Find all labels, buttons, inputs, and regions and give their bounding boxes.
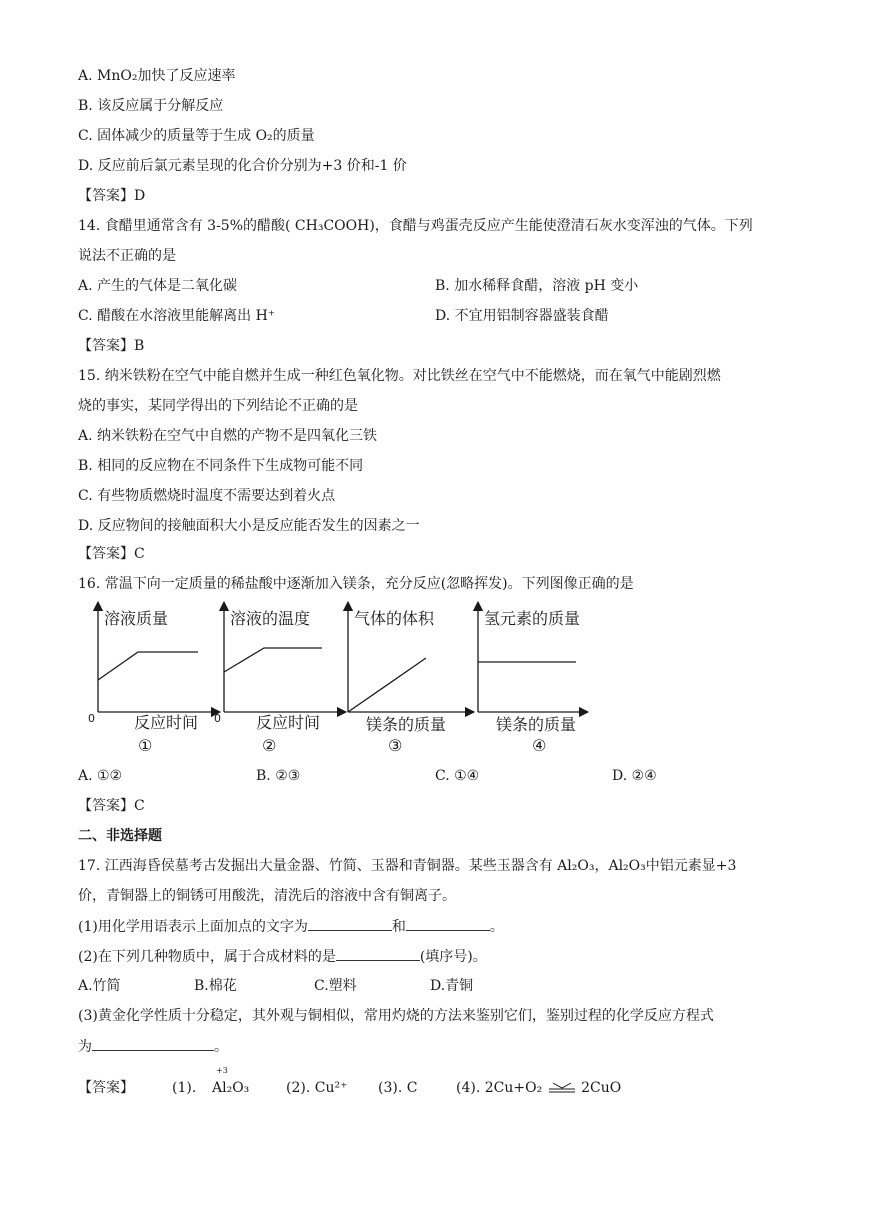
q17-part2-text: (2)在下列几种物质中，属于合成材料的是 — [78, 949, 336, 965]
q17-part1-end: 。 — [489, 919, 504, 935]
section-heading: 二、非选择题 — [78, 828, 162, 844]
q17-part3-text: 为 — [78, 1039, 92, 1055]
q17-part1-blank2[interactable] — [406, 916, 490, 931]
q13-option-b: B. 该反应属于分解反应 — [78, 98, 224, 114]
q17-part2 — [78, 946, 487, 967]
q13-option-d: D. 反应前后氯元素呈现的化合价分别为+3 价和-1 价 — [78, 158, 407, 174]
graph-2-origin: 0 — [214, 712, 221, 725]
graph-1-curve — [98, 652, 198, 680]
graph-1-origin: 0 — [88, 712, 95, 725]
q17-part3-end: 。 — [214, 1039, 228, 1055]
q17-part1-text: (1)用化学用语表示上面加点的文字为 — [78, 919, 308, 935]
q14-option-c: C. 醋酸在水溶液里能解离出 H⁺ — [78, 308, 276, 324]
q14-stem-line2: 说法不正确的是 — [78, 248, 176, 264]
q17-answer-1: (1). — [172, 1080, 197, 1096]
q17-stem-line2: 价，青铜器上的铜锈可用酸洗，清洗后的溶液中含有铜离子。 — [78, 888, 456, 904]
q17-part1-blank1[interactable] — [308, 916, 392, 931]
q14-answer: 【答案】B — [78, 338, 145, 354]
q13-answer: 【答案】D — [78, 188, 146, 204]
graph-2-number: ② — [262, 736, 277, 755]
q17-answer-3: (3). C — [378, 1080, 418, 1096]
q17-part1-and: 和 — [391, 919, 406, 935]
q17-choice-b: B.棉花 — [194, 978, 237, 994]
graph-2-curve — [224, 648, 322, 672]
q17-choice-a: A.竹简 — [78, 978, 121, 994]
graph-3-curve — [348, 658, 426, 712]
q17-part3-line1: (3)黄金化学性质十分稳定，其外观与铜相似，常用灼烧的方法来鉴别它们，鉴别过程的化学反应方程式 — [78, 1008, 714, 1024]
q16-option-c: C. ①④ — [435, 768, 480, 784]
q16-option-a: A. ①② — [78, 768, 123, 784]
q15-answer: 【答案】C — [78, 546, 145, 562]
q13-option-c: C. 固体减少的质量等于生成 O₂的质量 — [78, 128, 315, 144]
q17-answer-2: (2). Cu²⁺ — [286, 1080, 348, 1096]
q17-part1 — [78, 916, 504, 937]
graph-3 — [336, 600, 486, 770]
q13-option-a: A. MnO₂加快了反应速率 — [78, 68, 236, 84]
graph-4-number: ④ — [532, 736, 547, 755]
q17-part2-blank[interactable] — [336, 946, 420, 961]
q15-stem-line1: 15. 纳米铁粉在空气中能自燃并生成一种红色氧化物。对比铁丝在空气中不能燃烧，而在氧气中能剧烈燃 — [78, 368, 721, 384]
q15-option-d: D. 反应物间的接触面积大小是反应能否发生的因素之一 — [78, 518, 420, 534]
q14-option-a: A. 产生的气体是二氧化碳 — [78, 278, 238, 294]
q17-answer-4-reactants: (4). 2Cu+O₂ — [456, 1080, 543, 1096]
graph-1-number: ① — [138, 736, 153, 755]
q17-answer-1-formula: Al₂O₃ — [212, 1080, 250, 1096]
q14-option-d: D. 不宜用铝制容器盛装食醋 — [435, 308, 609, 324]
heating-condition-icon — [547, 1081, 577, 1095]
q14-stem-line1: 14. 食醋里通常含有 3-5%的醋酸( CH₃COOH)，食醋与鸡蛋壳反应产生能使澄清石灰水变浑浊的气体。下列 — [78, 218, 753, 234]
q16-option-d: D. ②④ — [612, 768, 657, 784]
graph-4 — [468, 600, 598, 770]
graph-2-xlabel: 反应时间 — [256, 713, 321, 732]
q16-answer: 【答案】C — [78, 798, 145, 814]
q14-option-b: B. 加水稀释食醋，溶液 pH 变小 — [435, 278, 639, 294]
graph-3-xlabel: 镁条的质量 — [366, 715, 447, 734]
q17-stem-line1: 17. 江西海昏侯墓考古发掘出大量金器、竹简、玉器和青铜器。某些玉器含有 Al₂O₃，Al₂O₃中铝元素显+3 — [78, 858, 737, 874]
q17-part2-end: (填序号)。 — [419, 949, 487, 965]
q15-option-b: B. 相同的反应物在不同条件下生成物可能不同 — [78, 458, 364, 474]
graph-1-xlabel: 反应时间 — [134, 713, 199, 732]
q16-option-b: B. ②③ — [256, 768, 301, 784]
graph-4-xlabel: 镁条的质量 — [496, 715, 577, 734]
q15-option-a: A. 纳米铁粉在空气中自燃的产物不是四氧化三铁 — [78, 428, 378, 444]
q17-answer-label: 【答案】 — [78, 1080, 134, 1096]
q17-answer-4 — [456, 1078, 621, 1098]
q17-choice-c: C.塑料 — [314, 978, 357, 994]
graph-3-number: ③ — [388, 736, 403, 755]
graph-4-ylabel: 氢元素的质量 — [484, 609, 581, 628]
graph-3-ylabel: 气体的体积 — [354, 609, 435, 628]
graph-1-ylabel: 溶液质量 — [104, 609, 169, 628]
q15-option-c: C. 有些物质燃烧时温度不需要达到着火点 — [78, 488, 336, 504]
q17-part3-blank[interactable] — [92, 1036, 214, 1051]
q17-choice-d: D.青铜 — [430, 978, 474, 994]
q15-stem-line2: 烧的事实，某同学得出的下列结论不正确的是 — [78, 398, 358, 414]
q16-stem: 16. 常温下向一定质量的稀盐酸中逐渐加入镁条，充分反应(忽略挥发)。下列图像正确的是 — [78, 576, 634, 592]
q17-part3-line2 — [78, 1036, 228, 1057]
q17-answer-4-product: 2CuO — [581, 1080, 622, 1096]
graph-2-ylabel: 溶液的温度 — [230, 609, 311, 628]
q17-answer-1-charge: +3 — [216, 1066, 228, 1075]
